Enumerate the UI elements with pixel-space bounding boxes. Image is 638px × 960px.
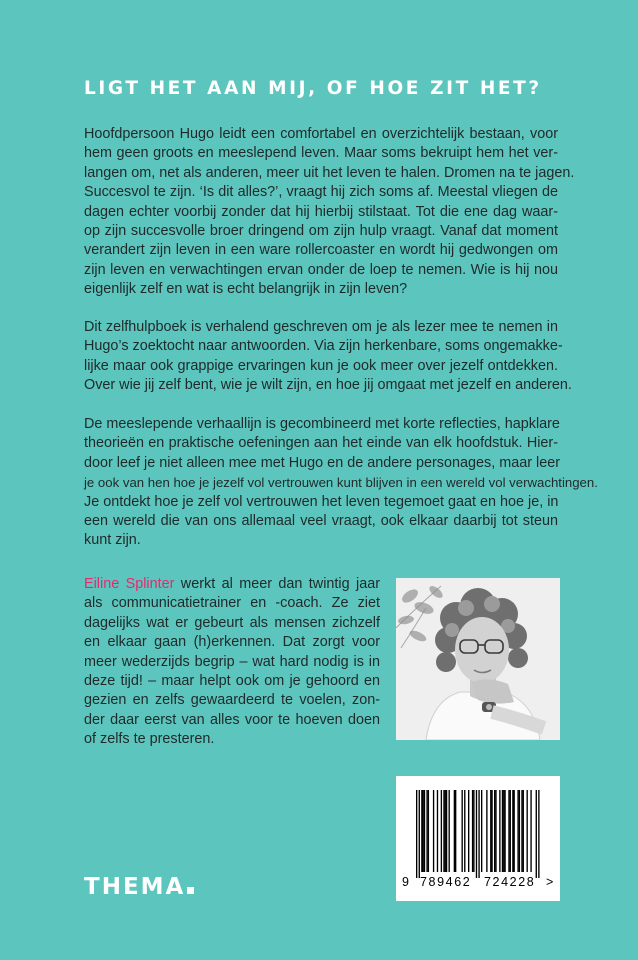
text-line: lijke maar ook grappige ervaringen kun je ook meer over jezelf ontdekken.	[84, 357, 558, 374]
barcode-bar	[514, 790, 515, 872]
text-line: Hugo’s zoektocht naar antwoorden. Via zijn herkenbare, soms ongemakke-	[84, 338, 563, 355]
text-line: gezien en zelfs gewaardeerd te voelen, zon-	[84, 692, 380, 709]
barcode-bar	[508, 790, 509, 872]
barcode-left-digits: 789462	[420, 875, 472, 889]
text-line: theorieën en praktische oefeningen aan het einde van elk hoofdstuk. Hier-	[84, 435, 558, 452]
text-line: Succesvol te zijn. ‘Is dit alles?’, vraagt hij zich soms af. Meestal vliegen de	[84, 184, 558, 201]
text-line: verandert zijn leven in een ware rollercoaster en wordt hij gedwongen om	[84, 242, 558, 259]
text-line: meer wederzijds begrip – wat hard nodig is in	[84, 653, 380, 670]
barcode-bar	[424, 790, 425, 872]
text-line: der daar eerst van alles voor te hoeven doen	[84, 711, 380, 728]
barcode-bar	[530, 790, 531, 872]
text-line: zijn leven en verwachtingen ervan onder de loep te nemen. Wie is hij nou	[84, 261, 558, 278]
author-bio-first-line	[84, 575, 380, 594]
barcode-bar	[462, 790, 463, 872]
text-line: een wereld die van ons allemaal veel vraagt, ook elkaar daarbij tot steun	[84, 513, 558, 530]
publisher-logo-text: THEMA	[84, 874, 186, 900]
barcode	[396, 776, 560, 901]
barcode-first-digit: 9	[402, 875, 409, 889]
publisher-logo	[84, 874, 194, 900]
barcode-bar	[464, 790, 465, 872]
barcode-bar	[468, 790, 469, 872]
barcode-arrow: >	[546, 875, 554, 889]
back-cover-title: LIGT HET AAN MIJ, OF HOE ZIT HET?	[84, 78, 542, 99]
barcode-bar	[437, 790, 438, 872]
barcode-bar	[446, 790, 447, 872]
author-photo	[396, 578, 560, 740]
text-line: Dit zelfhulpboek is verhalend geschreven om je als lezer mee te nemen in	[84, 319, 558, 335]
text-line: deze tijd! – maar helpt ook om je gehoord en	[84, 673, 380, 690]
barcode-bar	[472, 790, 473, 872]
text-line: dagelijks wat er gebeurt als mensen zichzelf	[84, 614, 380, 631]
paragraph-2	[84, 318, 572, 396]
text-line: langen om, net als anderen, meer uit het leven te halen. Dromen na te jagen.	[84, 164, 575, 181]
barcode-right-digits: 724228	[484, 875, 536, 889]
barcode-bar	[523, 790, 524, 872]
author-portrait-illustration	[396, 578, 560, 740]
paragraph-3	[84, 415, 598, 551]
barcode-bar	[512, 790, 513, 872]
barcode-bar	[510, 790, 511, 872]
text-line: je ook van hen hoe je jezelf vol vertrouwen kunt blijven in een wereld vol verwachtingen.	[84, 475, 598, 491]
barcode-bar	[494, 790, 495, 872]
text-line: hem geen groots en meeslepend leven. Maar soms bekruipt hem het ver-	[84, 145, 558, 162]
barcode-bar	[478, 790, 479, 878]
text-line: Je ontdekt hoe je zelf vol vertrouwen het leven tegemoet gaat en hoe je, in	[84, 493, 559, 510]
text-line: en elkaar gaan (h)erkennen. Dat zorgt voor	[84, 634, 380, 651]
barcode-bar	[419, 790, 420, 878]
barcode-bar	[517, 790, 518, 872]
text-line: dagen echter voorbij zonder dat hij hierbij stilstaat. Tot die ene dag waar-	[84, 203, 558, 220]
barcode-bar	[521, 790, 522, 872]
barcode-bar	[441, 790, 442, 872]
barcode-bar	[455, 790, 456, 872]
barcode-bar	[445, 790, 446, 872]
barcode-bar	[476, 790, 477, 878]
author-bio	[84, 575, 380, 750]
author-name: Eiline Splinter	[84, 576, 175, 592]
barcode-bar	[454, 790, 455, 872]
text-line: als communicatietrainer en -coach. Ze ziet	[84, 595, 380, 612]
author-bio-text: werkt al meer dan twintig jaar	[174, 576, 380, 592]
barcode-bar	[481, 790, 482, 872]
text-line: Hoofdpersoon Hugo leidt een comfortabel en overzichtelijk bestaan, voor	[84, 126, 558, 142]
text-line: op zijn succesvolle broer dringend om zijn hulp vraagt. Vanaf dat moment	[84, 223, 558, 240]
text-line: kunt zijn.	[84, 532, 141, 549]
text-line: of zelfs te presteren.	[84, 731, 215, 748]
barcode-bar	[502, 790, 503, 872]
barcode-bar	[426, 790, 427, 872]
paragraph-1	[84, 125, 575, 300]
barcode-bar	[536, 790, 537, 878]
barcode-bar	[428, 790, 429, 872]
barcode-bar	[504, 790, 505, 872]
barcode-bar	[538, 790, 539, 878]
barcode-bar	[449, 790, 450, 872]
barcode-bar	[495, 790, 496, 872]
logo-dot-icon	[187, 887, 194, 894]
barcode-bar	[473, 790, 474, 872]
text-line: door leef je niet alleen mee met Hugo en de andere personages, maar leer	[84, 454, 560, 471]
barcode-bar	[433, 790, 434, 872]
text-line: De meeslepende verhaallijn is gecombineerd met korte reflecties, hapklare	[84, 416, 560, 432]
barcode-bar	[519, 790, 520, 872]
barcode-bar	[421, 790, 422, 872]
text-line: Over wie jij zelf bent, wie je wilt zijn, en hoe jij omgaat met jezelf en anderen.	[84, 377, 572, 394]
barcode-bar	[491, 790, 492, 872]
barcode-bar	[490, 790, 491, 872]
barcode-bar	[527, 790, 528, 872]
barcode-bar	[503, 790, 504, 872]
barcode-bar	[416, 790, 417, 878]
text-line: eigenlijk zelf en wat is echt belangrijk in zijn leven?	[84, 281, 408, 298]
barcode-bar	[499, 790, 500, 872]
barcode-bar	[486, 790, 487, 872]
barcode-bar	[423, 790, 424, 872]
barcode-bar	[443, 790, 444, 872]
